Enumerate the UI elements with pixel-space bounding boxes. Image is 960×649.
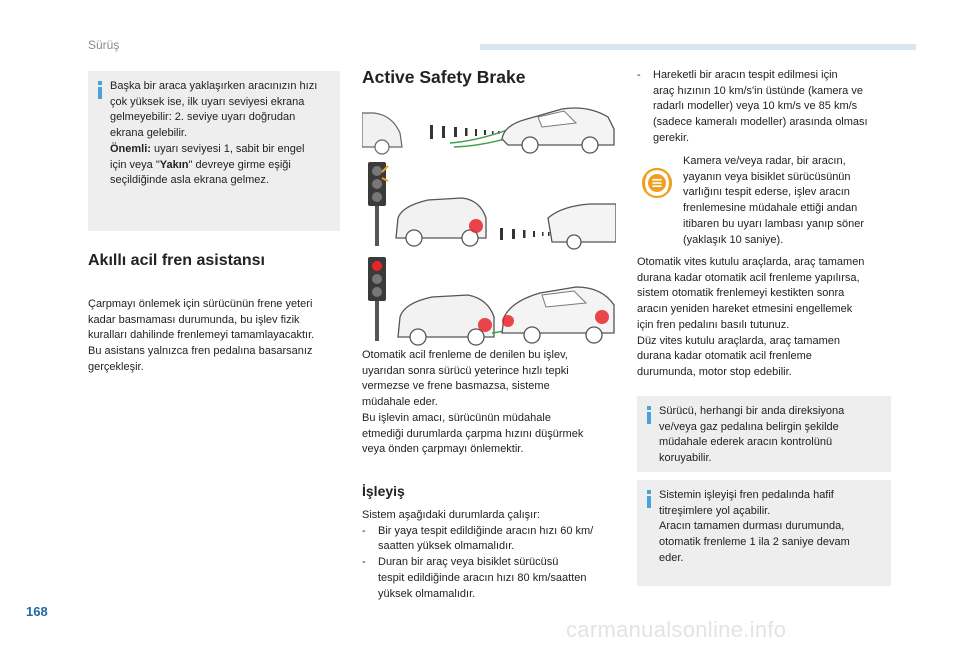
gearbox-paragraph: Otomatik vites kutulu araçlarda, araç tamamen durana kadar otomatik acil frenleme yapılırsa, sistem otomatik frenlemeyi kestikten sonra aracın yeniden hareket etmesini engellemek için fren pedalını basılı tutunuz. Düz vites kutulu araçlarda, araç tamamen durana kadar otomatik acil frenleme durumunda, motor stop edebilir. [637, 256, 865, 378]
illustration-level-3 [362, 255, 616, 347]
driver-control-note: Sürücü, herhangi bir anda direksiyona ve/veya gaz pedalına belirgin şekilde müdahale ederek aracın kontrolünü koruyabilir. [637, 396, 891, 472]
operation-conditions: Sistem aşağıdaki durumlarda çalışır: - Bir yaya tespit edildiğinde aracın hızı 60 km/ saatten yüksek olmamalıdır. - Duran bir araç veya bisiklet sürücüsü tespit edildiğinde aracın hızı 80 km/saatten yüksek olmamalıdır. [362, 508, 626, 602]
heading-smart-brake-assist: Akıllı acil fren asistansı [88, 252, 265, 269]
brake-light-icon [595, 310, 609, 324]
list-item: - Bir yaya tespit edildiğinde aracın hızı 60 km/ saatten yüksek olmamalıdır. [362, 524, 594, 553]
important-label: Önemli: [110, 142, 151, 155]
info-icon [98, 81, 102, 99]
left-paragraph: Çarpmayı önlemek için sürücünün frene yeteri kadar basmaması durumunda, bu işlev fizik kuralları dahilinde frenlemeyi tamamlayacaktır. Bu asistans yalnızca fren pedalına basarsanız gerçekleşir. [88, 298, 315, 373]
distance-bars [430, 125, 500, 139]
distance-bars [500, 228, 550, 240]
list-item: - Duran bir araç veya bisiklet sürücüsü tespit edildiğinde aracın hızı 80 km/saatten yüksek olmamalıdır. [362, 556, 587, 600]
front-car-wheel [375, 140, 389, 154]
following-car [548, 204, 616, 242]
page-number: 168 [26, 604, 48, 619]
heading-operation: İşleyiş [362, 483, 405, 499]
traffic-light-icon [368, 162, 388, 246]
info-icon [647, 406, 651, 424]
heading-active-safety-brake: Active Safety Brake [362, 67, 526, 87]
traffic-light-icon [368, 257, 386, 341]
header-bar [480, 44, 916, 50]
brake-warning-icon [640, 166, 674, 200]
left-info-note [88, 71, 340, 231]
brake-light-icon [469, 219, 483, 233]
watermark: carmanualsonline.info [566, 617, 787, 642]
moving-vehicle-condition [637, 68, 899, 147]
middle-paragraph: Otomatik acil frenleme de denilen bu işlev, uyarıdan sonra sürücü yeterince hızlı tepki vermezse ve frene basmazsa, sisteme müdahale eder. Bu işlevin amacı, sürücünün müdahale etmediği durumlarda çarpma hızını düşürmek veya önden çarpmayı önlemektir. [362, 349, 584, 456]
left-note-text: Başka bir araca yaklaşırken aracınızın hızı çok yüksek ise, ilk uyarı seviyesi ekrana gelmeyebilir: 2. seviye uyarı doğrudan ekrana gelebilir. Önemli: uyarı seviyesi 1, sabit bir engel için veya "Yakın" devreye girme eşiği seçildiğinde asla ekrana gelmez. [110, 80, 318, 187]
list-item: - Hareketli bir aracın tespit edilmesi için araç hızının 10 km/s'in üstünde (kamera ve radarlı modeller) veya 10 km/s ve 85 km/s (sadece kameralı modeller) arasında olması gerekir. [637, 69, 868, 144]
brake-light-icon [502, 315, 514, 327]
section-header: Sürüş [88, 38, 120, 52]
vibration-note: Sistemin işleyişi fren pedalında hafif titreşimlere yol açabilir. Aracın tamamen durması durumunda, otomatik frenleme 1 ila 2 saniye devam eder. [637, 480, 891, 586]
info-icon [647, 490, 651, 508]
yakin-label: Yakın [159, 158, 189, 171]
illustration-level-2 [362, 160, 616, 250]
warning-lamp-paragraph: Kamera ve/veya radar, bir aracın, yayanın veya bisiklet sürücüsünün varlığını tespit ederse, işlev aracın frenlemesine müdahale ettiği andan itibaren bu uyarı lambası yanıp söner (yaklaşık 10 saniye). [683, 155, 864, 246]
illustration-level-1 [362, 95, 616, 159]
brake-light-icon [478, 318, 492, 332]
